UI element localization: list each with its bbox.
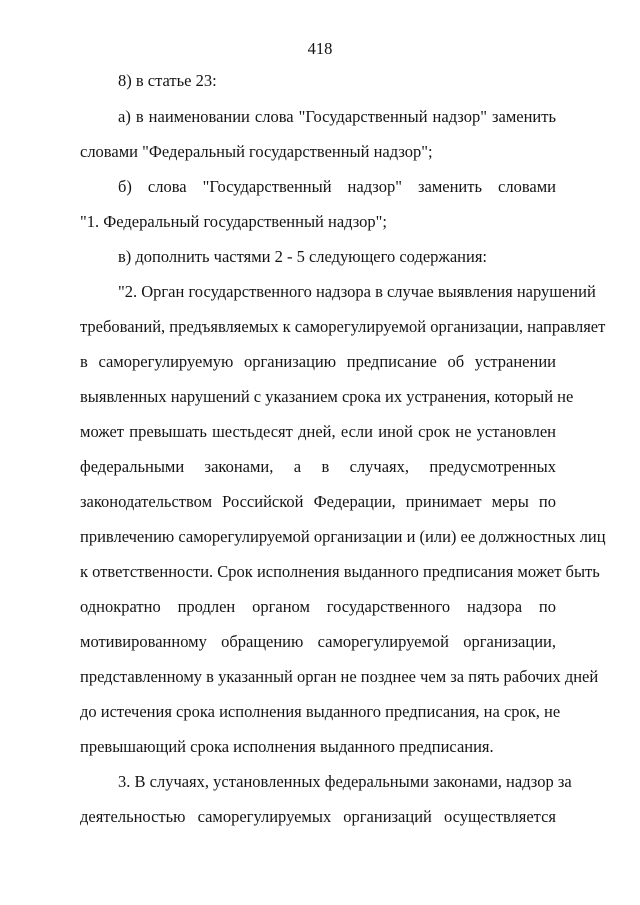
text-line: словами "Федеральный государственный надзор"; <box>80 142 433 161</box>
text-line: федеральными законами, а в случаях, предусмотренных <box>80 457 556 476</box>
text-line: 3. В случаях, установленных федеральными законами, надзор за <box>118 772 572 791</box>
text-line: к ответственности. Срок исполнения выданного предписания может быть <box>80 562 600 581</box>
text-line: однократно продлен органом государственного надзора по <box>80 597 556 616</box>
text-line: в саморегулируемую организацию предписание об устранении <box>80 352 556 371</box>
text-line: деятельностью саморегулируемых организаций осуществляется <box>80 807 556 826</box>
page-number: 418 <box>307 39 333 58</box>
text-line: "1. Федеральный государственный надзор"; <box>80 212 387 231</box>
text-line: "2. Орган государственного надзора в случае выявления нарушений <box>118 282 596 301</box>
text-line: 8) в статье 23: <box>118 71 217 90</box>
text-line: в) дополнить частями 2 - 5 следующего содержания: <box>118 247 487 266</box>
text-line: до истечения срока исполнения выданного предписания, на срок, не <box>80 702 561 721</box>
text-line: привлечению саморегулируемой организации и (или) ее должностных лиц <box>80 527 606 546</box>
text-line: требований, предъявляемых к саморегулируемой организации, направляет <box>80 317 606 336</box>
text-line: представленному в указанный орган не позднее чем за пять рабочих дней <box>80 667 599 686</box>
text-line: а) в наименовании слова "Государственный надзор" заменить <box>118 107 556 126</box>
text-line: может превышать шестьдесят дней, если иной срок не установлен <box>80 422 556 441</box>
text-line: превышающий срока исполнения выданного предписания. <box>80 737 494 756</box>
text-line: выявленных нарушений с указанием срока их устранения, который не <box>80 387 574 406</box>
text-line: б) слова "Государственный надзор" заменить словами <box>118 177 556 196</box>
text-line: мотивированному обращению саморегулируемой организации, <box>80 632 556 651</box>
text-line: законодательством Российской Федерации, принимает меры по <box>80 492 556 511</box>
